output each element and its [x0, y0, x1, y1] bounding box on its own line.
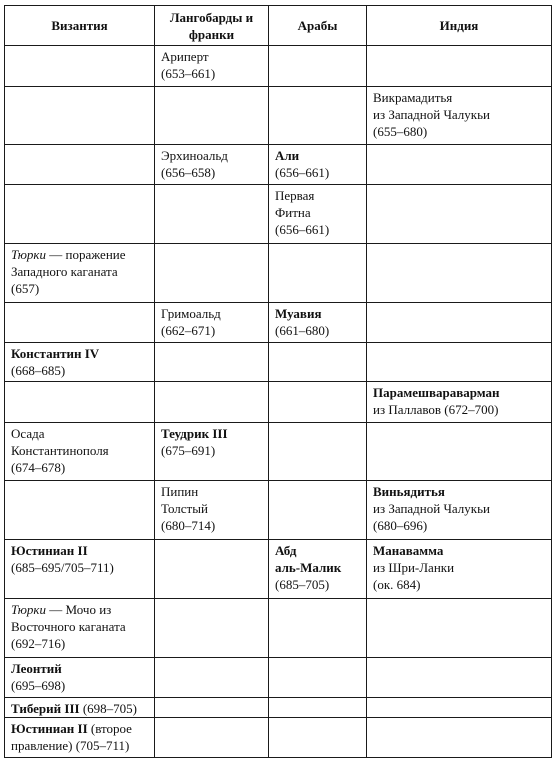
cell-byzantium	[5, 185, 155, 244]
cell-india	[367, 599, 552, 658]
cell-lombards	[155, 658, 269, 698]
cell-arabs	[269, 244, 367, 303]
cell-india	[367, 46, 552, 87]
cell-arabs: Муавия (661–680)	[269, 303, 367, 343]
table-row	[5, 718, 552, 758]
cell-arabs	[269, 87, 367, 145]
table-row	[5, 244, 552, 303]
cell-india	[367, 718, 552, 758]
cell-lombards: Эрхиноальд (656–658)	[155, 145, 269, 185]
table-row	[5, 185, 552, 244]
cell-india	[367, 303, 552, 343]
cell-arabs: Абд аль-Малик (685–705)	[269, 540, 367, 599]
cell-india	[367, 185, 552, 244]
cell-arabs	[269, 46, 367, 87]
cell-india: Манавамма из Шри-Ланки (ок. 684)	[367, 540, 552, 599]
cell-byzantium	[5, 46, 155, 87]
table-row	[5, 87, 552, 145]
cell-india: Викрамадитья из Западной Чалукьи (655–680)	[367, 87, 552, 145]
cell-arabs	[269, 698, 367, 718]
table-row	[5, 481, 552, 540]
cell-byzantium: Тиберий III (698–705)	[5, 698, 155, 718]
header-arabs: Арабы	[269, 6, 367, 46]
table-row	[5, 540, 552, 599]
cell-lombards	[155, 718, 269, 758]
cell-india	[367, 244, 552, 303]
cell-lombards	[155, 244, 269, 303]
cell-india	[367, 423, 552, 481]
cell-arabs	[269, 481, 367, 540]
cell-byzantium: Юстиниан II (685–695/705–711)	[5, 540, 155, 599]
cell-lombards	[155, 540, 269, 599]
cell-arabs	[269, 718, 367, 758]
cell-byzantium: Леонтий (695–698)	[5, 658, 155, 698]
cell-lombards: Ариперт (653–661)	[155, 46, 269, 87]
header-row	[5, 6, 552, 46]
cell-lombards: Гримоальд (662–671)	[155, 303, 269, 343]
cell-byzantium	[5, 145, 155, 185]
table-row	[5, 423, 552, 481]
cell-arabs	[269, 599, 367, 658]
cell-india: Парамешвараварман из Паллавов (672–700)	[367, 382, 552, 423]
cell-byzantium: Тюрки — Мочо из Восточного каганата (692–716)	[5, 599, 155, 658]
table-row	[5, 145, 552, 185]
cell-arabs: Али (656–661)	[269, 145, 367, 185]
cell-arabs: Первая Фитна (656–661)	[269, 185, 367, 244]
cell-lombards	[155, 698, 269, 718]
cell-arabs	[269, 658, 367, 698]
cell-byzantium: Осада Константинополя (674–678)	[5, 423, 155, 481]
table-row	[5, 658, 552, 698]
table-row	[5, 382, 552, 423]
cell-lombards	[155, 185, 269, 244]
cell-lombards	[155, 87, 269, 145]
cell-byzantium	[5, 481, 155, 540]
table-row	[5, 303, 552, 343]
cell-byzantium	[5, 382, 155, 423]
cell-byzantium: Юстиниан II (второе правление) (705–711)	[5, 718, 155, 758]
table-row	[5, 599, 552, 658]
cell-india	[367, 343, 552, 382]
cell-lombards	[155, 382, 269, 423]
table-row	[5, 46, 552, 87]
cell-lombards: Пипин Толстый (680–714)	[155, 481, 269, 540]
header-byzantium: Византия	[5, 6, 155, 46]
cell-byzantium	[5, 87, 155, 145]
cell-lombards	[155, 343, 269, 382]
cell-byzantium: Константин IV (668–685)	[5, 343, 155, 382]
cell-arabs	[269, 423, 367, 481]
header-india: Индия	[367, 6, 552, 46]
cell-india	[367, 145, 552, 185]
cell-arabs	[269, 382, 367, 423]
cell-lombards: Теудрик III (675–691)	[155, 423, 269, 481]
cell-arabs	[269, 343, 367, 382]
cell-lombards	[155, 599, 269, 658]
cell-india	[367, 658, 552, 698]
table-row	[5, 698, 552, 718]
cell-byzantium: Тюрки — поражение Западного каганата (657)	[5, 244, 155, 303]
cell-india: Виньядитья из Западной Чалукьи (680–696)	[367, 481, 552, 540]
cell-byzantium	[5, 303, 155, 343]
chronology-table	[4, 5, 552, 758]
header-lombards-franks: Лангобарды и франки	[155, 6, 269, 46]
cell-india	[367, 698, 552, 718]
table-row	[5, 343, 552, 382]
